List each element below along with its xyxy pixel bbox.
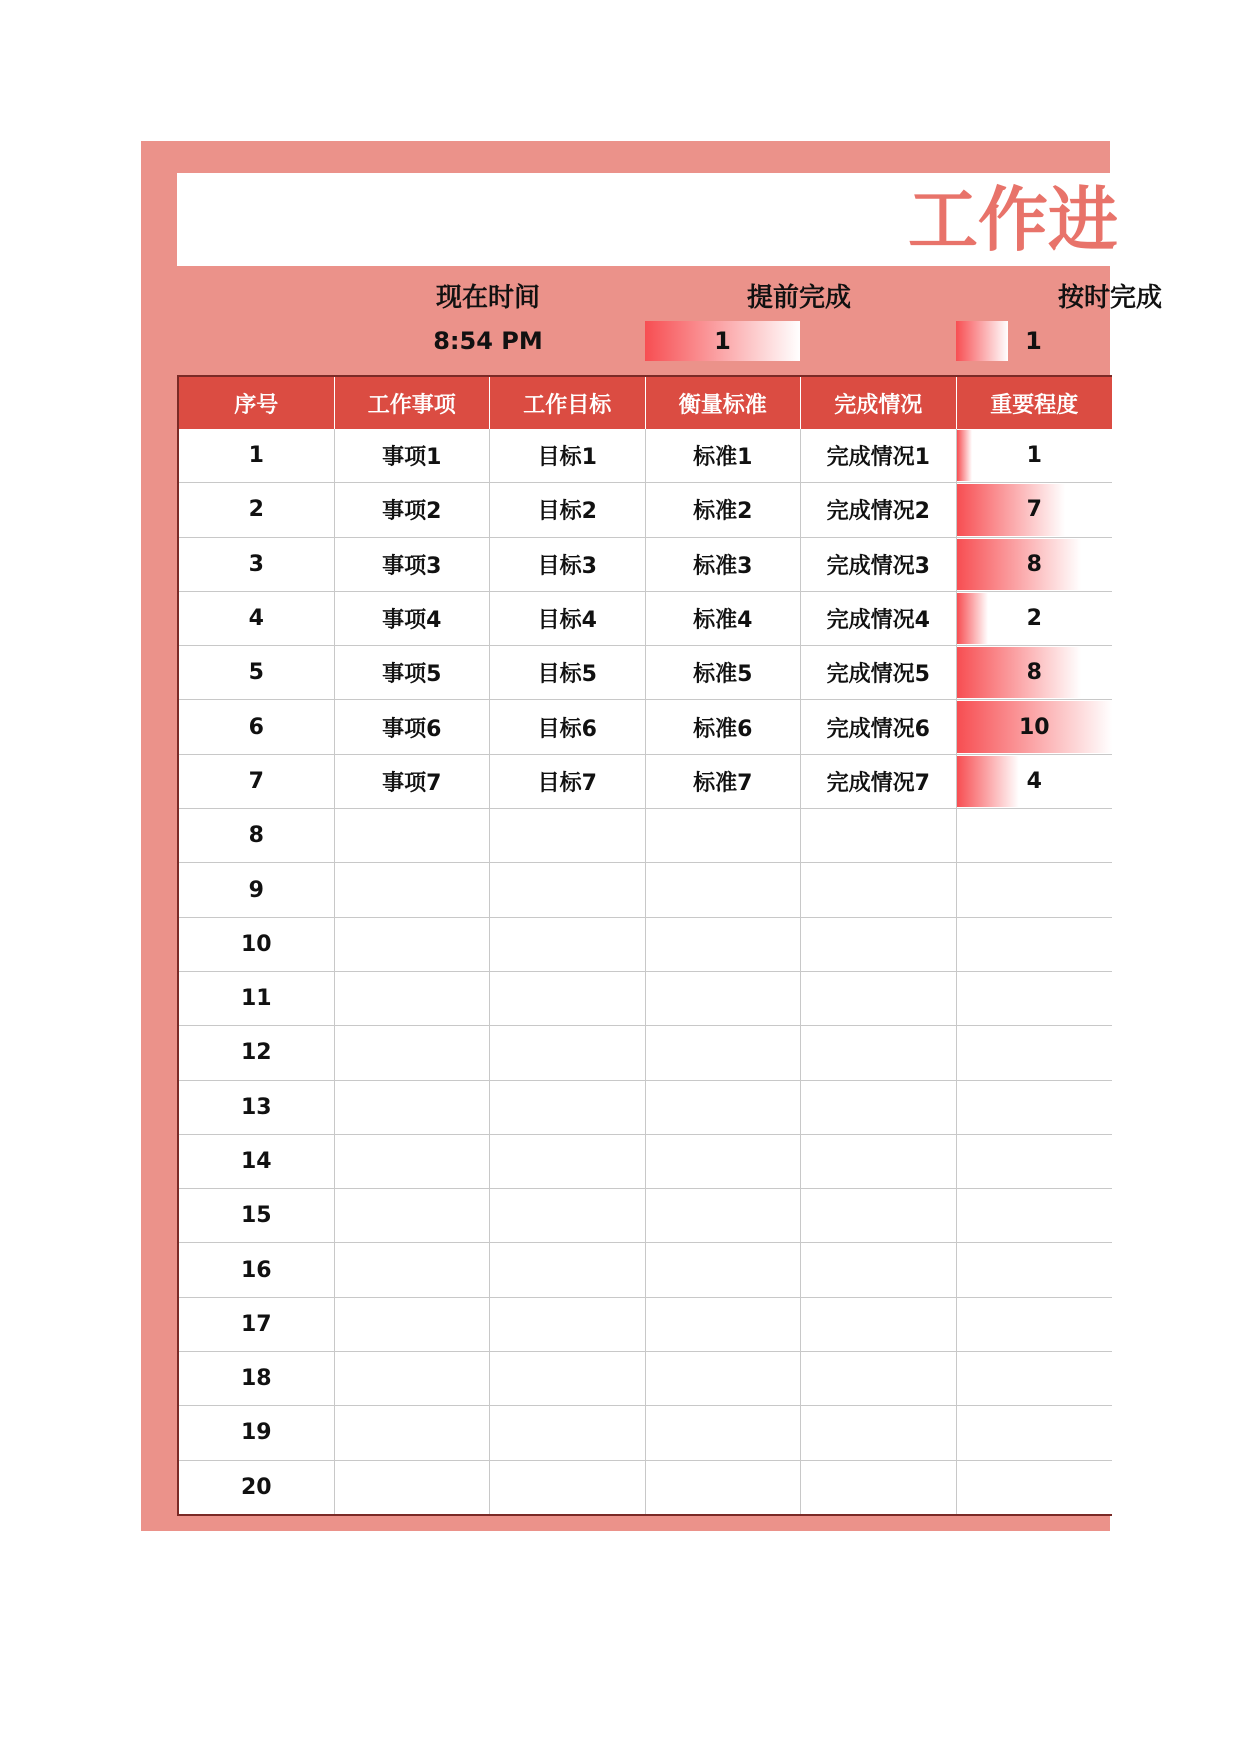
cell-standard[interactable] <box>646 1081 802 1134</box>
cell-status[interactable] <box>801 809 957 862</box>
cell-status-text: 完成情况3 <box>826 553 930 579</box>
cell-standard[interactable] <box>646 700 802 753</box>
cell-no-text: 17 <box>240 1311 272 1337</box>
sheet-frame <box>141 141 1162 1531</box>
cell-no[interactable] <box>179 918 335 971</box>
cell-no-text: 9 <box>248 877 264 903</box>
cell-goal[interactable] <box>490 1135 646 1188</box>
cell-standard-text: 标准3 <box>693 553 753 579</box>
cell-item[interactable] <box>335 592 491 645</box>
importance-databar <box>957 756 1019 807</box>
cell-no[interactable] <box>179 1243 335 1296</box>
cell-standard-text: 标准5 <box>693 662 753 688</box>
cell-goal[interactable] <box>490 1243 646 1296</box>
table-row <box>179 1189 1112 1243</box>
cell-status[interactable] <box>801 592 957 645</box>
cell-standard-text: 标准4 <box>693 608 753 634</box>
cell-status[interactable] <box>801 538 957 591</box>
cell-goal[interactable] <box>490 646 646 699</box>
cell-status[interactable] <box>801 1298 957 1351</box>
cell-importance[interactable] <box>957 863 1113 916</box>
cell-goal[interactable] <box>490 1298 646 1351</box>
cell-status-text: 完成情况7 <box>826 770 930 796</box>
cell-item-text: 事项1 <box>382 445 442 471</box>
cell-item[interactable] <box>335 1243 491 1296</box>
cell-no[interactable] <box>179 1135 335 1188</box>
cell-importance[interactable] <box>957 700 1113 753</box>
cell-no-text: 10 <box>240 931 272 957</box>
cell-standard[interactable] <box>646 809 802 862</box>
cell-item[interactable] <box>335 700 491 753</box>
cell-no-text: 4 <box>248 606 264 632</box>
cell-standard[interactable] <box>646 646 802 699</box>
table-row <box>179 1135 1112 1189</box>
cell-importance[interactable] <box>957 1352 1113 1405</box>
cell-goal-text: 目标4 <box>537 608 597 634</box>
cell-status[interactable] <box>801 1406 957 1459</box>
table-row <box>179 1243 1112 1297</box>
cell-importance[interactable] <box>957 483 1113 536</box>
cell-no-text: 19 <box>240 1420 272 1446</box>
table-row <box>179 755 1112 809</box>
current-time-value: 8:54 PM <box>433 327 543 355</box>
cell-item[interactable] <box>335 1189 491 1242</box>
cell-item[interactable] <box>335 972 491 1025</box>
cell-goal[interactable] <box>490 1189 646 1242</box>
cell-standard[interactable] <box>646 972 802 1025</box>
importance-databar <box>957 647 1081 698</box>
table-header-row <box>179 377 1112 429</box>
cell-no[interactable] <box>179 1461 335 1514</box>
cell-no[interactable] <box>179 1081 335 1134</box>
cell-standard[interactable] <box>646 429 802 482</box>
cell-no-text: 11 <box>240 986 272 1012</box>
cell-status[interactable] <box>801 1461 957 1514</box>
cell-status[interactable] <box>801 1026 957 1079</box>
cell-no[interactable] <box>179 809 335 862</box>
cell-goal[interactable] <box>490 700 646 753</box>
cell-item-text: 事项6 <box>382 716 442 742</box>
cell-goal[interactable] <box>490 1026 646 1079</box>
cell-importance[interactable] <box>957 1461 1113 1514</box>
table-row <box>179 972 1112 1026</box>
cell-standard-text: 标准1 <box>693 445 753 471</box>
cell-no-text: 18 <box>240 1366 272 1392</box>
cell-standard[interactable] <box>646 1352 802 1405</box>
table-row <box>179 1026 1112 1080</box>
cell-goal[interactable] <box>490 1352 646 1405</box>
header-no: 序号 <box>179 377 335 429</box>
cell-standard[interactable] <box>646 1461 802 1514</box>
cell-no-text: 6 <box>248 714 264 740</box>
cell-goal-text: 目标5 <box>537 662 597 688</box>
cell-no[interactable] <box>179 1406 335 1459</box>
cell-importance[interactable] <box>957 755 1113 808</box>
cell-standard[interactable] <box>646 1298 802 1351</box>
cell-item[interactable] <box>335 429 491 482</box>
page-title: 工作进 <box>908 179 1118 261</box>
cell-importance[interactable] <box>957 646 1113 699</box>
cell-no-text: 8 <box>248 823 264 849</box>
cell-no[interactable] <box>179 700 335 753</box>
cell-importance[interactable] <box>957 1081 1113 1134</box>
table-row <box>179 538 1112 592</box>
cell-importance[interactable] <box>957 972 1113 1025</box>
cell-standard-text: 标准7 <box>693 770 753 796</box>
cell-importance[interactable] <box>957 809 1113 862</box>
cell-goal[interactable] <box>490 483 646 536</box>
cell-goal[interactable] <box>490 429 646 482</box>
cell-item[interactable] <box>335 1298 491 1351</box>
cell-goal-text: 目标2 <box>537 499 597 525</box>
cell-status[interactable] <box>801 1189 957 1242</box>
cell-no-text: 5 <box>248 660 264 686</box>
cell-no-text: 20 <box>240 1474 272 1500</box>
table-row <box>179 700 1112 754</box>
table-row <box>179 646 1112 700</box>
cell-goal[interactable] <box>490 755 646 808</box>
cell-standard[interactable] <box>646 1406 802 1459</box>
importance-databar <box>957 593 988 644</box>
cell-status[interactable] <box>801 429 957 482</box>
cell-importance[interactable] <box>957 538 1113 591</box>
cell-no[interactable] <box>179 972 335 1025</box>
cell-item[interactable] <box>335 1406 491 1459</box>
ontime-complete-value: 1 <box>1025 327 1042 355</box>
header-importance: 重要程度 <box>990 392 1079 418</box>
cell-goal[interactable] <box>490 972 646 1025</box>
cell-status[interactable] <box>801 863 957 916</box>
ontime-complete-label: 按时完成 <box>1057 283 1162 313</box>
cell-goal-text: 目标1 <box>537 445 597 471</box>
table-row <box>179 1081 1112 1135</box>
cell-no-text: 3 <box>248 551 264 577</box>
cell-status-text: 完成情况2 <box>826 499 930 525</box>
cell-importance-text: 8 <box>1026 660 1042 686</box>
current-time-label: 现在时间 <box>435 283 540 313</box>
cell-no[interactable] <box>179 592 335 645</box>
cell-standard[interactable] <box>646 538 802 591</box>
cell-importance-text: 10 <box>1018 714 1050 740</box>
cell-no-text: 2 <box>248 497 264 523</box>
cell-standard-text: 标准6 <box>693 716 753 742</box>
table-row <box>179 1298 1112 1352</box>
cell-no[interactable] <box>179 1298 335 1351</box>
cell-importance[interactable] <box>957 1298 1113 1351</box>
cell-item[interactable] <box>335 1461 491 1514</box>
cell-no[interactable] <box>179 1352 335 1405</box>
cell-goal[interactable] <box>490 809 646 862</box>
header-status: 完成情况 <box>801 377 957 429</box>
cell-importance[interactable] <box>957 1189 1113 1242</box>
cell-goal[interactable] <box>490 863 646 916</box>
cell-item-text: 事项4 <box>382 608 442 634</box>
header-standard: 衡量标准 <box>646 377 802 429</box>
cell-standard-text: 标准2 <box>693 499 753 525</box>
cell-status[interactable] <box>801 755 957 808</box>
early-complete-value: 1 <box>714 327 731 355</box>
cell-goal[interactable] <box>490 918 646 971</box>
table-row <box>179 1461 1112 1514</box>
cell-item[interactable] <box>335 646 491 699</box>
cell-item[interactable] <box>335 1135 491 1188</box>
cell-importance-text: 1 <box>1026 443 1042 469</box>
cell-importance[interactable] <box>957 918 1113 971</box>
cell-importance-text: 4 <box>1026 768 1042 794</box>
cell-importance[interactable] <box>957 1026 1113 1079</box>
cell-status-text: 完成情况4 <box>826 608 930 634</box>
cell-standard[interactable] <box>646 755 802 808</box>
cell-importance[interactable] <box>957 429 1113 482</box>
table-row <box>179 1352 1112 1406</box>
cell-status[interactable] <box>801 1352 957 1405</box>
cell-status-text: 完成情况1 <box>826 445 930 471</box>
table-row <box>179 429 1112 483</box>
cell-no[interactable] <box>179 646 335 699</box>
cell-item[interactable] <box>335 1026 491 1079</box>
cell-item[interactable] <box>335 483 491 536</box>
table-row <box>179 863 1112 917</box>
cell-goal-text: 目标7 <box>537 770 597 796</box>
table-row <box>179 592 1112 646</box>
cell-goal[interactable] <box>490 1081 646 1134</box>
cell-standard[interactable] <box>646 1189 802 1242</box>
cell-item[interactable] <box>335 918 491 971</box>
cell-importance[interactable] <box>957 1406 1113 1459</box>
cell-importance-text: 7 <box>1026 497 1042 523</box>
cell-status[interactable] <box>801 1243 957 1296</box>
cell-standard[interactable] <box>646 1026 802 1079</box>
cell-no[interactable] <box>179 483 335 536</box>
table-row <box>179 1406 1112 1460</box>
cell-importance[interactable] <box>957 1243 1113 1296</box>
cell-goal[interactable] <box>490 1406 646 1459</box>
cell-no-text: 16 <box>240 1257 272 1283</box>
header-item: 工作事项 <box>335 377 491 429</box>
cell-importance[interactable] <box>957 592 1113 645</box>
importance-databar <box>957 539 1081 590</box>
cell-item[interactable] <box>335 538 491 591</box>
cell-item[interactable] <box>335 863 491 916</box>
cell-status[interactable] <box>801 1081 957 1134</box>
cell-importance[interactable] <box>957 1135 1113 1188</box>
cell-goal-text: 目标3 <box>537 553 597 579</box>
importance-databar <box>957 484 1066 535</box>
cell-goal[interactable] <box>490 538 646 591</box>
cell-no-text: 7 <box>248 768 264 794</box>
cell-no-text: 12 <box>240 1040 272 1066</box>
cell-no[interactable] <box>179 1026 335 1079</box>
cell-status[interactable] <box>801 483 957 536</box>
cell-status-text: 完成情况6 <box>826 716 930 742</box>
cell-standard[interactable] <box>646 918 802 971</box>
cell-no[interactable] <box>179 863 335 916</box>
cell-no[interactable] <box>179 1189 335 1242</box>
cell-standard[interactable] <box>646 863 802 916</box>
title-box <box>177 173 1118 266</box>
cell-no-text: 13 <box>240 1094 272 1120</box>
cell-status[interactable] <box>801 646 957 699</box>
cell-status-text: 完成情况5 <box>826 662 930 688</box>
cell-status[interactable] <box>801 700 957 753</box>
header-goal: 工作目标 <box>490 377 646 429</box>
cell-standard[interactable] <box>646 1243 802 1296</box>
cell-item[interactable] <box>335 1081 491 1134</box>
cell-status[interactable] <box>801 972 957 1025</box>
importance-databar <box>957 430 973 481</box>
cell-importance-text: 8 <box>1026 551 1042 577</box>
cell-item-text: 事项3 <box>382 553 442 579</box>
cell-standard[interactable] <box>646 483 802 536</box>
table-row <box>179 918 1112 972</box>
cell-importance-text: 2 <box>1026 606 1042 632</box>
cell-no[interactable] <box>179 429 335 482</box>
cell-item-text: 事项7 <box>382 770 442 796</box>
cell-item-text: 事项2 <box>382 499 442 525</box>
cell-no[interactable] <box>179 755 335 808</box>
cell-item[interactable] <box>335 809 491 862</box>
cell-item-text: 事项5 <box>382 662 442 688</box>
cell-goal[interactable] <box>490 592 646 645</box>
cell-status[interactable] <box>801 918 957 971</box>
cell-no-text: 1 <box>248 443 264 469</box>
early-complete-label: 提前完成 <box>746 283 851 313</box>
cell-item[interactable] <box>335 1352 491 1405</box>
cell-no[interactable] <box>179 538 335 591</box>
table-row <box>179 809 1112 863</box>
cell-goal[interactable] <box>490 1461 646 1514</box>
cell-goal-text: 目标6 <box>537 716 597 742</box>
cell-item[interactable] <box>335 755 491 808</box>
cell-standard[interactable] <box>646 1135 802 1188</box>
cell-no-text: 14 <box>240 1149 272 1174</box>
cell-no-text: 15 <box>240 1203 272 1229</box>
work-progress-table <box>177 375 1112 1516</box>
cell-status[interactable] <box>801 1135 957 1188</box>
cell-standard[interactable] <box>646 592 802 645</box>
table-row <box>179 483 1112 537</box>
